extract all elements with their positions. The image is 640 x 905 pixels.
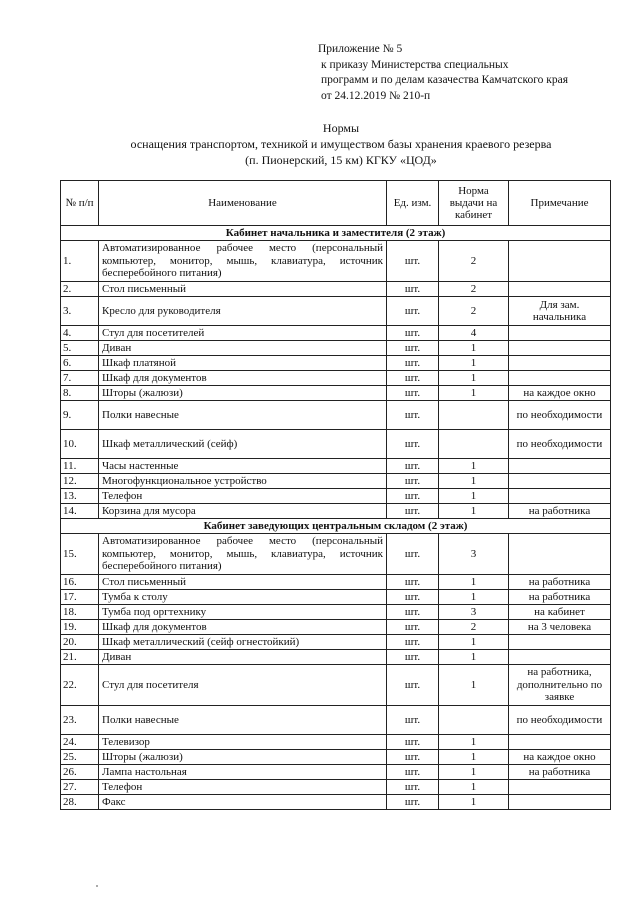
- cell-name: Диван: [99, 341, 387, 356]
- section-title: Кабинет начальника и заместителя (2 этаж): [61, 226, 611, 241]
- cell-note: на работника: [509, 590, 611, 605]
- cell-unit: шт.: [387, 575, 439, 590]
- cell-note: [509, 241, 611, 282]
- cell-number: 27.: [61, 780, 99, 795]
- cell-quantity: 2: [439, 241, 509, 282]
- cell-note: [509, 356, 611, 371]
- cell-name: Шкаф металлический (сейф): [99, 430, 387, 459]
- cell-name: Полки навесные: [99, 401, 387, 430]
- cell-unit: шт.: [387, 605, 439, 620]
- cell-number: 26.: [61, 765, 99, 780]
- cell-number: 9.: [61, 401, 99, 430]
- cell-name: Шторы (жалюзи): [99, 750, 387, 765]
- cell-quantity: 1: [439, 590, 509, 605]
- col-header-num: № п/п: [61, 181, 99, 226]
- table-row: [61, 371, 611, 386]
- cell-number: 20.: [61, 635, 99, 650]
- cell-note: Для зам. начальника: [509, 297, 611, 326]
- table-row: [61, 605, 611, 620]
- col-header-name: Наименование: [99, 181, 387, 226]
- table-row: [61, 765, 611, 780]
- table-header-row: [61, 181, 611, 226]
- cell-quantity: 2: [439, 620, 509, 635]
- cell-number: 19.: [61, 620, 99, 635]
- table-row: [61, 795, 611, 810]
- cell-note: [509, 474, 611, 489]
- cell-note: на работника, дополнительно по заявке: [509, 665, 611, 706]
- cell-number: 28.: [61, 795, 99, 810]
- cell-unit: шт.: [387, 765, 439, 780]
- cell-name: Телефон: [99, 780, 387, 795]
- cell-name: Корзина для мусора: [99, 504, 387, 519]
- cell-unit: шт.: [387, 635, 439, 650]
- cell-quantity: 4: [439, 326, 509, 341]
- cell-quantity: 1: [439, 459, 509, 474]
- cell-name: Шкаф для документов: [99, 371, 387, 386]
- cell-unit: шт.: [387, 620, 439, 635]
- cell-quantity: [439, 430, 509, 459]
- cell-name: Стул для посетителя: [99, 665, 387, 706]
- cell-note: на каждое окно: [509, 750, 611, 765]
- cell-note: [509, 459, 611, 474]
- cell-number: 22.: [61, 665, 99, 706]
- cell-quantity: [439, 401, 509, 430]
- table-row: [61, 735, 611, 750]
- cell-unit: шт.: [387, 459, 439, 474]
- cell-unit: шт.: [387, 341, 439, 356]
- title-location: (п. Пионерский, 15 км) КГКУ «ЦОД»: [245, 153, 437, 167]
- cell-quantity: 1: [439, 735, 509, 750]
- cell-quantity: 1: [439, 386, 509, 401]
- cell-unit: шт.: [387, 489, 439, 504]
- section-header-row: [61, 519, 611, 534]
- table-row: [61, 401, 611, 430]
- table-row: [61, 575, 611, 590]
- cell-quantity: 1: [439, 489, 509, 504]
- cell-note: [509, 795, 611, 810]
- cell-unit: шт.: [387, 750, 439, 765]
- table-row: [61, 504, 611, 519]
- cell-quantity: 1: [439, 650, 509, 665]
- table-row: [61, 534, 611, 575]
- cell-number: 21.: [61, 650, 99, 665]
- cell-name: Диван: [99, 650, 387, 665]
- table-row: [61, 326, 611, 341]
- cell-quantity: 1: [439, 504, 509, 519]
- cell-note: на работника: [509, 575, 611, 590]
- cell-quantity: 1: [439, 795, 509, 810]
- table-row: [61, 297, 611, 326]
- cell-note: на работника: [509, 504, 611, 519]
- table-row: [61, 665, 611, 706]
- cell-name: Стол письменный: [99, 282, 387, 297]
- cell-note: [509, 650, 611, 665]
- cell-number: 23.: [61, 706, 99, 735]
- cell-number: 15.: [61, 534, 99, 575]
- cell-number: 16.: [61, 575, 99, 590]
- cell-quantity: 2: [439, 297, 509, 326]
- cell-number: 17.: [61, 590, 99, 605]
- cell-number: 18.: [61, 605, 99, 620]
- table-row: [61, 706, 611, 735]
- cell-number: 3.: [61, 297, 99, 326]
- table-body: [61, 226, 611, 810]
- col-header-note: Примечание: [509, 181, 611, 226]
- section-title: Кабинет заведующих центральным складом (2 этаж): [61, 519, 611, 534]
- cell-name: Телефон: [99, 489, 387, 504]
- cell-name: Автоматизированное рабочее место (персональный компьютер, монитор, мышь, клавиатура, источник бесперебойного питания): [99, 534, 387, 575]
- table-row: [61, 356, 611, 371]
- cell-unit: шт.: [387, 241, 439, 282]
- cell-name: Полки навесные: [99, 706, 387, 735]
- cell-quantity: 2: [439, 282, 509, 297]
- cell-unit: шт.: [387, 650, 439, 665]
- cell-note: на каждое окно: [509, 386, 611, 401]
- cell-note: на кабинет: [509, 605, 611, 620]
- col-header-qty: Норма выдачи на кабинет: [439, 181, 509, 226]
- appendix-date: от 24.12.2019 № 210-п: [321, 89, 431, 102]
- table-row: [61, 282, 611, 297]
- cell-number: 13.: [61, 489, 99, 504]
- document-title: [60, 120, 622, 168]
- cell-name: Факс: [99, 795, 387, 810]
- cell-unit: шт.: [387, 665, 439, 706]
- table-row: [61, 650, 611, 665]
- cell-unit: шт.: [387, 401, 439, 430]
- cell-quantity: 1: [439, 575, 509, 590]
- cell-unit: шт.: [387, 474, 439, 489]
- cell-unit: шт.: [387, 795, 439, 810]
- appendix-order-ref: к приказу Министерства специальных: [321, 58, 509, 71]
- table-row: [61, 341, 611, 356]
- cell-unit: шт.: [387, 356, 439, 371]
- cell-note: по необходимости: [509, 706, 611, 735]
- cell-note: [509, 326, 611, 341]
- cell-number: 11.: [61, 459, 99, 474]
- cell-number: 2.: [61, 282, 99, 297]
- cell-name: Тумба к столу: [99, 590, 387, 605]
- cell-number: 8.: [61, 386, 99, 401]
- cell-name: Многофункциональное устройство: [99, 474, 387, 489]
- cell-name: Стол письменный: [99, 575, 387, 590]
- cell-note: по необходимости: [509, 430, 611, 459]
- table-row: [61, 386, 611, 401]
- cell-name: Шкаф металлический (сейф огнестойкий): [99, 635, 387, 650]
- cell-unit: шт.: [387, 735, 439, 750]
- cell-quantity: 1: [439, 371, 509, 386]
- cell-name: Шкаф для документов: [99, 620, 387, 635]
- table-row: [61, 430, 611, 459]
- cell-note: [509, 341, 611, 356]
- appendix-ministry: программ и по делам казачества Камчатского края: [321, 74, 568, 86]
- cell-quantity: [439, 706, 509, 735]
- table-row: [61, 590, 611, 605]
- cell-name: Шторы (жалюзи): [99, 386, 387, 401]
- cell-unit: шт.: [387, 297, 439, 326]
- cell-unit: шт.: [387, 430, 439, 459]
- cell-note: [509, 534, 611, 575]
- scan-speck: [96, 885, 98, 887]
- cell-number: 12.: [61, 474, 99, 489]
- cell-note: [509, 780, 611, 795]
- equipment-norms-table: [60, 180, 611, 810]
- cell-name: Телевизор: [99, 735, 387, 750]
- cell-quantity: 1: [439, 356, 509, 371]
- title-heading: Нормы: [322, 121, 360, 135]
- cell-quantity: 1: [439, 665, 509, 706]
- table-row: [61, 459, 611, 474]
- section-header-row: [61, 226, 611, 241]
- cell-quantity: 1: [439, 341, 509, 356]
- cell-name: Шкаф платяной: [99, 356, 387, 371]
- cell-number: 5.: [61, 341, 99, 356]
- table-row: [61, 489, 611, 504]
- title-subject: оснащения транспортом, техникой и имуществом базы хранения краевого резерва: [130, 137, 552, 151]
- cell-unit: шт.: [387, 534, 439, 575]
- cell-note: по необходимости: [509, 401, 611, 430]
- cell-quantity: 1: [439, 750, 509, 765]
- cell-name: Автоматизированное рабочее место (персональный компьютер, монитор, мышь, клавиатура, источник бесперебойного питания): [99, 241, 387, 282]
- cell-number: 24.: [61, 735, 99, 750]
- cell-quantity: 1: [439, 474, 509, 489]
- cell-name: Часы настенные: [99, 459, 387, 474]
- cell-number: 25.: [61, 750, 99, 765]
- cell-name: Лампа настольная: [99, 765, 387, 780]
- cell-name: Стул для посетителей: [99, 326, 387, 341]
- cell-unit: шт.: [387, 386, 439, 401]
- table-row: [61, 620, 611, 635]
- table-row: [61, 241, 611, 282]
- col-header-unit: Ед. изм.: [387, 181, 439, 226]
- cell-unit: шт.: [387, 590, 439, 605]
- cell-unit: шт.: [387, 504, 439, 519]
- cell-unit: шт.: [387, 371, 439, 386]
- table-row: [61, 635, 611, 650]
- appendix-number: Приложение № 5: [318, 43, 403, 55]
- table-row: [61, 780, 611, 795]
- cell-unit: шт.: [387, 780, 439, 795]
- cell-note: на работника: [509, 765, 611, 780]
- cell-number: 14.: [61, 504, 99, 519]
- cell-unit: шт.: [387, 282, 439, 297]
- cell-quantity: 3: [439, 534, 509, 575]
- cell-quantity: 1: [439, 780, 509, 795]
- cell-number: 4.: [61, 326, 99, 341]
- cell-quantity: 3: [439, 605, 509, 620]
- appendix-header: [318, 42, 568, 104]
- cell-unit: шт.: [387, 326, 439, 341]
- cell-number: 10.: [61, 430, 99, 459]
- cell-name: Тумба под оргтехнику: [99, 605, 387, 620]
- cell-number: 1.: [61, 241, 99, 282]
- cell-note: [509, 371, 611, 386]
- cell-number: 6.: [61, 356, 99, 371]
- cell-note: [509, 735, 611, 750]
- cell-number: 7.: [61, 371, 99, 386]
- cell-note: [509, 489, 611, 504]
- table-row: [61, 474, 611, 489]
- cell-quantity: 1: [439, 765, 509, 780]
- cell-note: [509, 635, 611, 650]
- cell-quantity: 1: [439, 635, 509, 650]
- cell-unit: шт.: [387, 706, 439, 735]
- cell-note: [509, 282, 611, 297]
- cell-note: на 3 человека: [509, 620, 611, 635]
- cell-name: Кресло для руководителя: [99, 297, 387, 326]
- table-row: [61, 750, 611, 765]
